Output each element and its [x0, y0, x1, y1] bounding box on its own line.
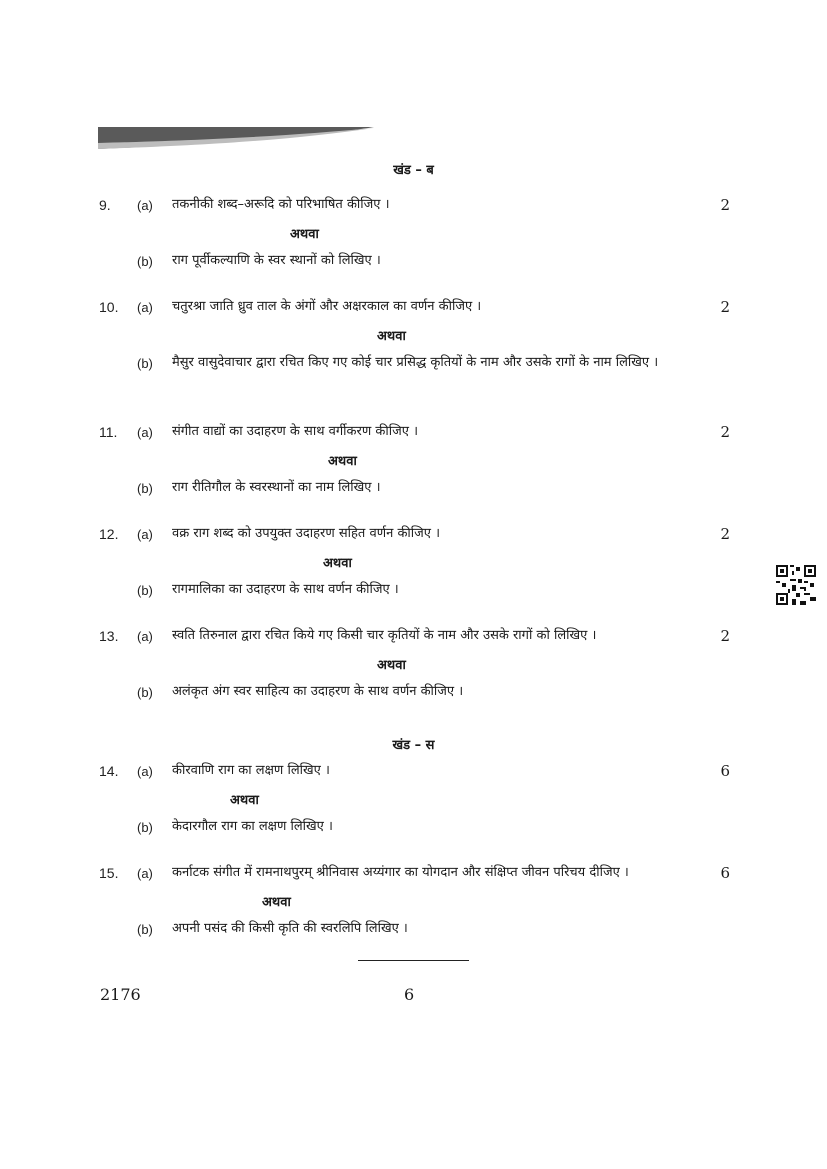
or-label: अथवा — [377, 329, 406, 344]
question-number: 14. — [99, 763, 119, 779]
question-text-a: स्वति तिरुनाल द्वारा रचित किये गए किसी चार कृतियों के नाम और उसके रागों को लिखिए । — [172, 628, 597, 643]
question-number: 10. — [99, 299, 119, 315]
question-text-a: कर्नाटक संगीत में रामनाथपुरम् श्रीनिवास अय्यंगार का योगदान और संक्षिप्त जीवन परिचय दीजिए । — [172, 865, 629, 880]
or-label: अथवा — [230, 793, 259, 808]
question-number: 9. — [99, 197, 111, 213]
or-label: अथवा — [328, 454, 357, 469]
part-a-label: (a) — [137, 527, 153, 542]
section-heading-c: खंड – स — [392, 738, 435, 753]
marks: 2 — [720, 298, 730, 316]
part-b-label: (b) — [137, 583, 153, 598]
or-label: अथवा — [377, 658, 406, 673]
marks: 2 — [720, 196, 730, 214]
header-swoosh — [98, 127, 374, 149]
question-text-a: वक्र राग शब्द को उपयुक्त उदाहरण सहित वर्णन कीजिए । — [172, 526, 441, 541]
paper-code: 2176 — [100, 985, 141, 1004]
question-text-b: रागमालिका का उदाहरण के साथ वर्णन कीजिए । — [172, 582, 399, 597]
marks: 2 — [720, 627, 730, 645]
question-text-a: चतुरश्रा जाति ध्रुव ताल के अंगों और अक्षरकाल का वर्णन कीजिए । — [172, 299, 482, 314]
part-a-label: (a) — [137, 764, 153, 779]
marks: 6 — [720, 762, 730, 780]
part-b-label: (b) — [137, 356, 153, 371]
part-b-label: (b) — [137, 922, 153, 937]
question-number: 13. — [99, 628, 119, 644]
question-text-b: अलंकृत अंग स्वर साहित्य का उदाहरण के साथ वर्णन कीजिए । — [172, 684, 464, 699]
question-number: 12. — [99, 526, 119, 542]
question-text-b: राग रीतिगौल के स्वरस्थानों का नाम लिखिए । — [172, 480, 381, 495]
or-label: अथवा — [323, 556, 352, 571]
marks: 2 — [720, 525, 730, 543]
marks: 6 — [720, 864, 730, 882]
question-text-b: अपनी पसंद की किसी कृति की स्वरलिपि लिखिए । — [172, 921, 408, 936]
section-heading-b: खंड – ब — [393, 163, 434, 178]
part-a-label: (a) — [137, 425, 153, 440]
part-b-label: (b) — [137, 685, 153, 700]
question-text-a: कीरवाणि राग का लक्षण लिखिए । — [172, 763, 330, 778]
or-label: अथवा — [290, 227, 319, 242]
part-b-label: (b) — [137, 254, 153, 269]
question-text-b: राग पूर्वीकल्याणि के स्वर स्थानों को लिखिए । — [172, 253, 381, 268]
qr-code-icon — [776, 565, 816, 605]
part-a-label: (a) — [137, 629, 153, 644]
part-a-label: (a) — [137, 866, 153, 881]
part-a-label: (a) — [137, 300, 153, 315]
question-number: 11. — [99, 424, 118, 440]
part-b-label: (b) — [137, 820, 153, 835]
question-text-b: केदारगौल राग का लक्षण लिखिए । — [172, 819, 333, 834]
question-text-a: संगीत वाद्यों का उदाहरण के साथ वर्गीकरण कीजिए । — [172, 424, 418, 439]
part-b-label: (b) — [137, 481, 153, 496]
or-label: अथवा — [262, 895, 291, 910]
end-divider — [358, 960, 469, 961]
question-number: 15. — [99, 865, 119, 881]
question-text-a: तकनीकी शब्द–अरूदि को परिभाषित कीजिए । — [172, 197, 390, 212]
question-text-b: मैसुर वासुदेवाचार द्वारा रचित किए गए कोई चार प्रसिद्ध कृतियों के नाम और उसके रागों के नाम लिखिए । — [172, 355, 659, 370]
page-number: 6 — [404, 985, 415, 1004]
marks: 2 — [720, 423, 730, 441]
part-a-label: (a) — [137, 198, 153, 213]
